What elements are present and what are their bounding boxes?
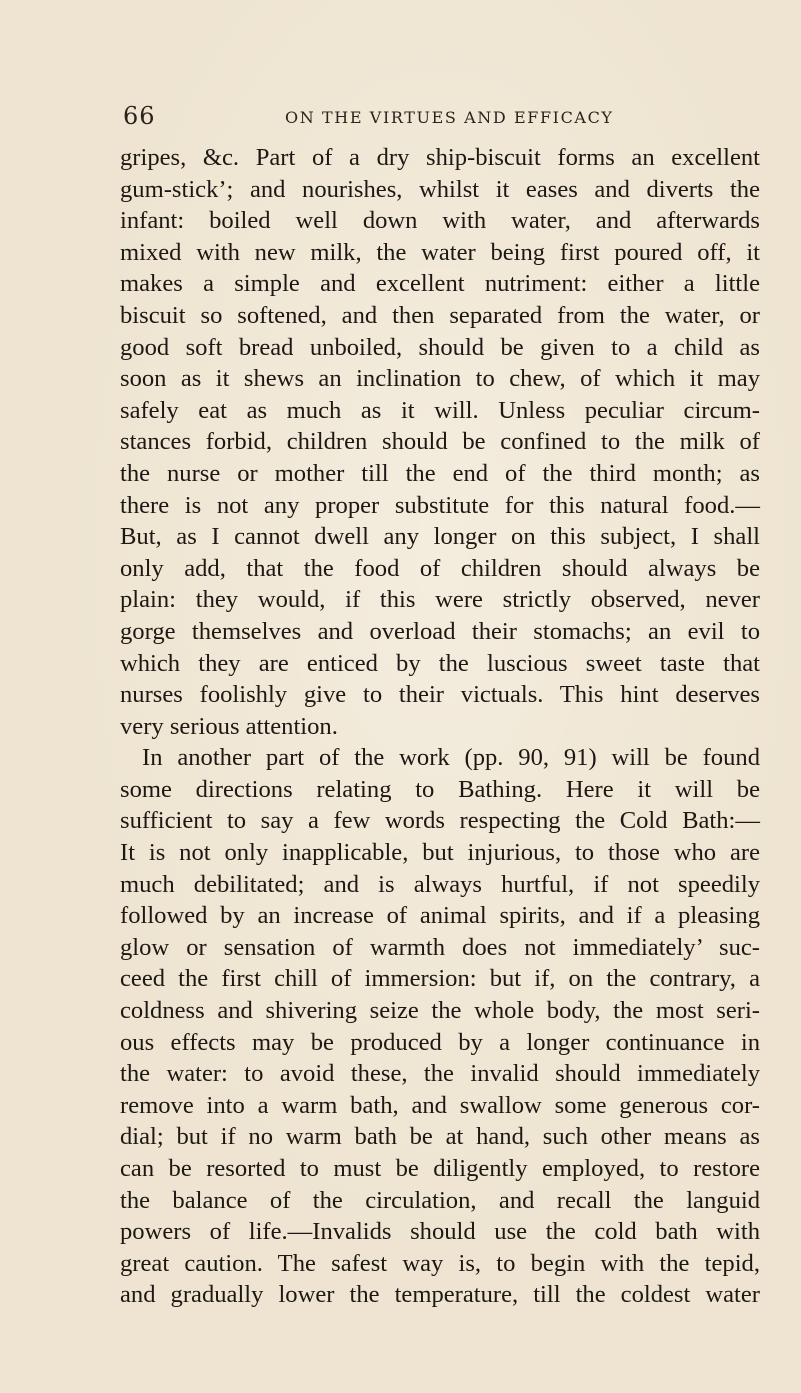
text-line: great caution. The safest way is, to begin with the tepid,	[120, 1249, 760, 1277]
text-line: ceed the first chill of immersion: but if, on the contrary, a	[120, 965, 760, 993]
text-line: ous effects may be produced by a longer continuance in	[120, 1028, 760, 1056]
text-line: It is not only inapplicable, but injurious, to those who are	[120, 839, 760, 867]
text-line: can be resorted to must be diligently employed, to restore	[120, 1155, 760, 1182]
text-line: gum-stick’; and nourishes, whilst it eases and diverts the	[120, 175, 760, 203]
text-line: mixed with new milk, the water being first poured off, it	[120, 238, 760, 266]
text-line: dial; but if no warm bath be at hand, such other means as	[120, 1123, 760, 1151]
text-line: the water: to avoid these, the invalid should immediately	[120, 1060, 760, 1088]
text-line: which they are enticed by the luscious sweet taste that	[120, 649, 760, 677]
text-line: biscuit so softened, and then separated from the water, or	[120, 301, 760, 329]
text-line: makes a simple and excellent nutriment: either a little	[120, 270, 760, 298]
text-line: there is not any proper substitute for this natural food.—	[120, 491, 760, 519]
text-line: remove into a warm bath, and swallow some generous cor-	[120, 1091, 760, 1119]
text-line: gorge themselves and overload their stomachs; an evil to	[120, 617, 760, 645]
page-number: 66	[123, 102, 156, 130]
running-head: ON THE VIRTUES AND EFFICACY	[285, 108, 614, 127]
text-line: the nurse or mother till the end of the third month; as	[120, 459, 760, 487]
text-line: coldness and shivering seize the whole body, the most seri-	[120, 997, 760, 1025]
text-line: nurses foolishly give to their victuals. This hint deserves	[120, 681, 760, 709]
text-line: and gradually lower the temperature, till the coldest water	[120, 1281, 760, 1309]
text-line: safely eat as much as it will. Unless peculiar circum-	[120, 396, 760, 424]
body-text	[120, 142, 760, 1311]
text-line: good soft bread unboiled, should be given to a child as	[120, 333, 760, 361]
text-line: followed by an increase of animal spirits, and if a pleasing	[120, 902, 760, 930]
text-line: the balance of the circulation, and recall the languid	[120, 1186, 760, 1214]
text-line: plain: they would, if this were strictly observed, never	[120, 586, 760, 614]
text-line: gripes, &c. Part of a dry ship-biscuit forms an excellent	[120, 144, 760, 171]
text-line: sufficient to say a few words respecting the Cold Bath:—	[120, 807, 760, 835]
text-line: only add, that the food of children should always be	[120, 554, 760, 582]
text-line: stances forbid, children should be confined to the milk of	[120, 428, 760, 456]
text-line: soon as it shews an inclination to chew, of which it may	[120, 365, 760, 393]
text-line: glow or sensation of warmth does not immediately’ suc-	[120, 933, 760, 961]
text-line: much debilitated; and is always hurtful, if not speedily	[120, 870, 760, 898]
paragraph-start-line: In another part of the work (pp. 90, 91) will be found	[142, 744, 760, 772]
text-line: some directions relating to Bathing. Here it will be	[120, 775, 760, 803]
paragraph-end-line: very serious attention.	[120, 712, 338, 740]
page-header	[123, 100, 743, 132]
text-line: powers of life.—Invalids should use the cold bath with	[120, 1218, 760, 1246]
text-line: But, as I cannot dwell any longer on this subject, I shall	[120, 523, 760, 551]
text-line: infant: boiled well down with water, and afterwards	[120, 207, 760, 235]
